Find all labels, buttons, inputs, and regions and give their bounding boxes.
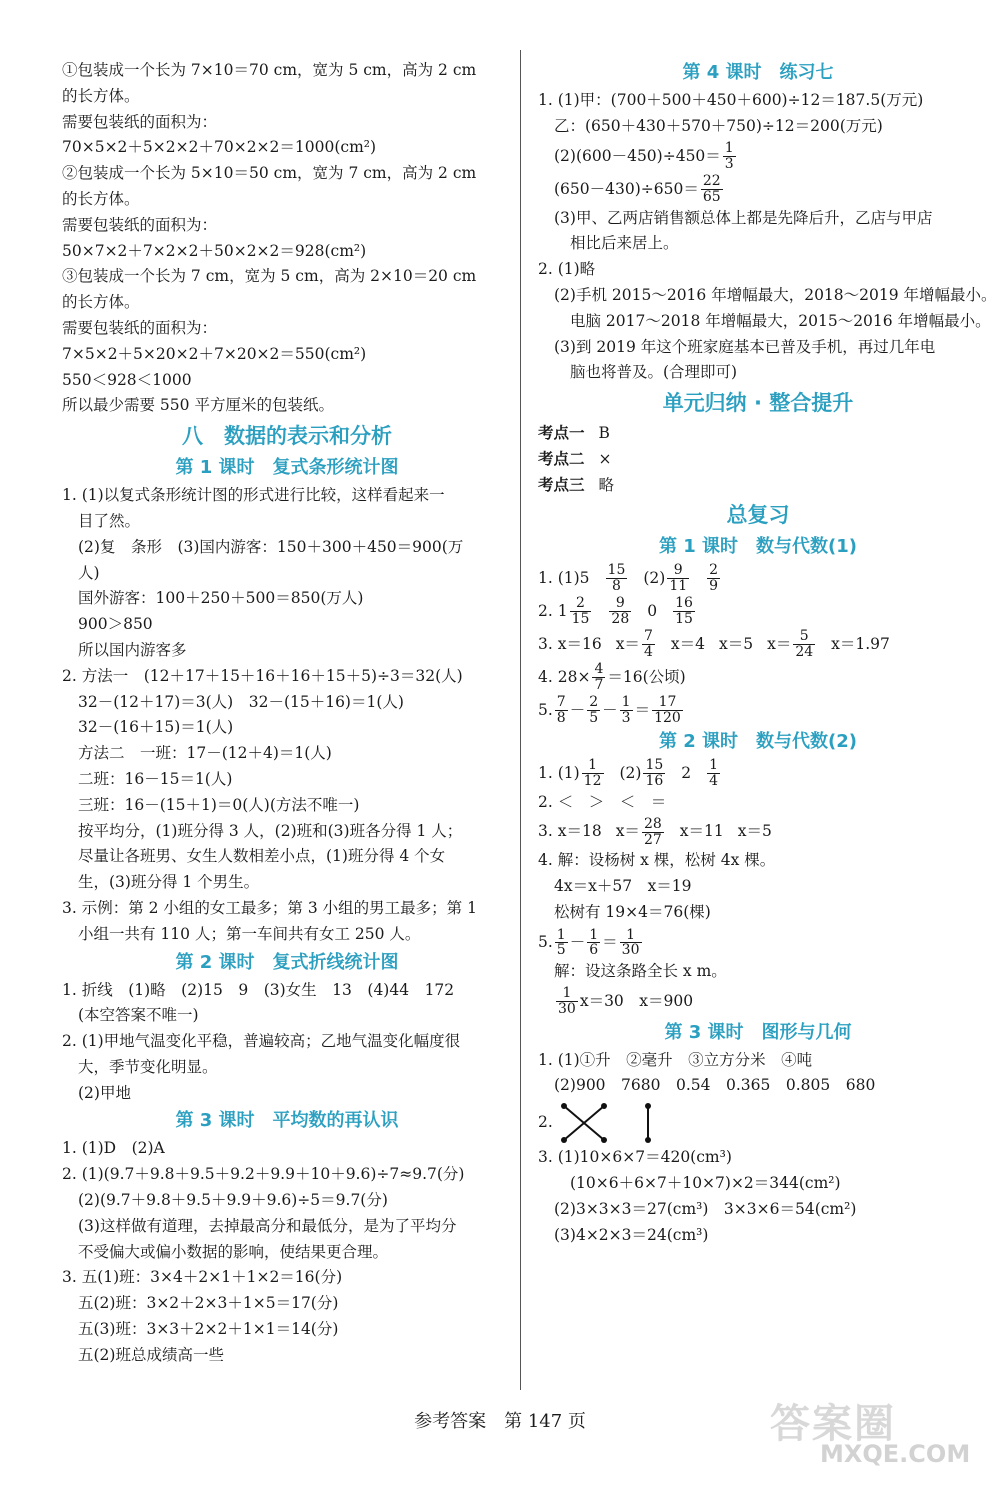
denominator: 8: [556, 710, 566, 727]
text-line: ③包装成一个长为 7 cm，宽为 5 cm，高为 2×10＝20 cm: [62, 267, 477, 286]
denominator: 5: [589, 710, 599, 727]
fraction: [673, 596, 695, 626]
expr-text: 5.: [538, 700, 553, 719]
fraction: [652, 695, 683, 725]
text-line: 的长方体。: [62, 293, 140, 312]
denominator: 11: [669, 578, 688, 595]
review-title: 总复习: [726, 502, 790, 527]
fraction: [723, 141, 736, 171]
answer-line: 4x＝x＋57 x＝19: [554, 877, 692, 896]
fraction: [609, 596, 631, 626]
answer-line: 电脑 2017～2018 年增幅最大，2015～2016 年增幅最小。: [570, 311, 991, 330]
numerator: 1: [582, 758, 604, 774]
answer-line: 1. (1)D (2)A: [62, 1139, 165, 1158]
answer-line: 2. (1)甲地气温变化平稳，普遍较高；乙地气温变化幅度很: [62, 1032, 461, 1051]
numerator: 1: [621, 694, 631, 711]
answer-line: 三班：16－(15＋1)＝0(人)(方法不唯一): [78, 795, 360, 814]
match-dot: [601, 1103, 607, 1109]
answer-line: (2)复 条形 (3)国内游客：150＋300＋450＝900(万: [78, 537, 464, 556]
expr-text: x＝: [767, 634, 792, 653]
match-dot: [561, 1103, 567, 1109]
denominator: 15: [571, 611, 590, 628]
fraction: [555, 928, 568, 958]
fraction: [667, 563, 689, 593]
fraction: [587, 695, 600, 725]
answer-line: 3. (1)10×6×7＝420(cm³): [538, 1148, 732, 1167]
denominator: 3: [724, 156, 734, 173]
expr-text: (650－430)÷650＝: [554, 179, 699, 198]
key-point-value: 略: [598, 475, 615, 494]
expr-text: x＝: [615, 822, 640, 841]
matching-diagram: [558, 1102, 668, 1144]
numerator: 1: [556, 926, 566, 943]
fraction: [570, 596, 592, 626]
answer-line: 大，季节变化明显。: [78, 1057, 218, 1076]
fraction: [620, 928, 642, 958]
key-point-label: 考点三: [538, 474, 585, 494]
answer-line: 900＞850: [78, 615, 153, 634]
fraction: [620, 695, 633, 725]
answer-line: (3)到 2019 年这个班家庭基本已普及手机，再过几年电: [554, 337, 936, 356]
numerator: 1: [556, 986, 578, 1002]
numerator: 1: [709, 757, 719, 774]
expr-text: 5.: [538, 932, 553, 951]
answer-line: 不受偏大或偏小数据的影响，使结果更合理。: [78, 1242, 389, 1261]
answer-line: (2)3×3×3＝27(cm³) 3×3×6＝54(cm²): [554, 1199, 857, 1218]
fraction: [793, 629, 815, 659]
fraction: [707, 758, 720, 788]
expr-text: x＝5: [737, 822, 772, 841]
answer-line: [538, 661, 978, 694]
numerator: 2: [570, 596, 592, 612]
numerator: 16: [675, 595, 693, 612]
operator: ＝: [634, 700, 651, 719]
text-line: 的长方体。: [62, 189, 140, 208]
column-divider: [520, 50, 521, 1390]
answer-line: 五(3)班：3×3＋2×2＋1×1＝14(分): [78, 1320, 339, 1339]
section-title: 第 3 课时 平均数的再认识: [175, 1110, 399, 1132]
operator: －: [602, 700, 618, 719]
text-line: 所以最少需要 550 平方厘米的包装纸。: [62, 396, 334, 415]
numerator: 2: [589, 694, 599, 711]
numerator: 9: [609, 596, 631, 612]
answer-line: [538, 140, 978, 173]
fraction: [606, 563, 628, 593]
denominator: 4: [643, 644, 653, 661]
fraction: [707, 563, 720, 593]
numerator: 22: [702, 173, 721, 190]
text-line: 的长方体。: [62, 86, 140, 105]
answer-line: (3)这样做有道理，去掉最高分和最低分，是为了平均分: [78, 1216, 457, 1235]
answer-line: 国外游客：100＋250＋500＝850(万人): [78, 589, 364, 608]
denominator: 16: [645, 773, 664, 790]
unit-review-title: 单元归纳 · 整合提升: [662, 391, 854, 416]
denominator: 28: [611, 611, 630, 628]
expr-text: 1. (1): [538, 763, 580, 782]
operator: －: [569, 700, 586, 719]
answer-line: 人): [78, 563, 100, 582]
answer-line: 4. 解：设杨树 x 棵，松树 4x 棵。: [538, 851, 776, 870]
left-column: [62, 58, 512, 1369]
text-line: 70×5×2＋5×2×2＋70×2×2＝1000(cm²): [62, 138, 377, 157]
answer-line: [538, 985, 978, 1018]
answer-line: 3. 示例：第 2 小组的女工最多；第 3 小组的男工最多；第 1: [62, 898, 477, 917]
numerator: 9: [667, 563, 689, 579]
expr-text: x＝: [615, 634, 640, 653]
numerator: 17: [652, 695, 683, 711]
answer-line: 五(2)班：3×2＋2×3＋1×5＝17(分): [78, 1294, 339, 1313]
answer-line: 按平均分，(1)班分得 3 人，(2)班和(3)班各分得 1 人；: [78, 821, 463, 840]
expr-text: 2.: [538, 1113, 553, 1132]
expr-text: 0: [647, 601, 658, 620]
fraction: [587, 928, 600, 958]
answer-line: [538, 694, 978, 727]
denominator: 27: [643, 831, 662, 848]
text-line: 需要包装纸的面积为：: [62, 318, 218, 337]
denominator: 30: [558, 1001, 576, 1018]
key-point-row: [538, 446, 978, 472]
numerator: 5: [793, 629, 815, 645]
answer-line: 五(2)班总成绩高一些: [78, 1345, 224, 1364]
key-point-value: ×: [598, 449, 612, 468]
answer-line: (2)手机 2015～2016 年增幅最大，2018～2019 年增幅最小。: [554, 285, 997, 304]
answer-line: 1. 折线 (1)略 (2)15 9 (3)女生 13 (4)44 172: [62, 980, 455, 999]
match-dot: [645, 1103, 651, 1109]
fraction: [556, 986, 578, 1016]
denominator: 65: [702, 189, 721, 206]
text-line: 需要包装纸的面积为：: [62, 215, 218, 234]
fraction: [642, 817, 664, 847]
text-line: ②包装成一个长为 5×10＝50 cm，宽为 7 cm，高为 2 cm: [62, 164, 477, 183]
section-title: 第 3 课时 图形与几何: [664, 1021, 852, 1043]
answer-line: 所以国内游客多: [78, 640, 187, 659]
answer-line: 2. ＜ ＞ ＜ ＝: [538, 792, 667, 811]
watermark-url: MXQE.COM: [820, 1440, 971, 1468]
answer-line: 2. 方法一 (12＋17＋15＋16＋16＋15＋5)÷3＝32(人): [62, 666, 463, 685]
answer-line: (3)4×2×3＝24(cm³): [554, 1225, 709, 1244]
watermark: [760, 1390, 990, 1475]
answer-line: (本空答案不唯一): [78, 1006, 199, 1025]
denominator: 120: [654, 710, 681, 727]
denominator: 15: [675, 611, 693, 628]
expr-text: x＝5: [718, 634, 754, 653]
numerator: 15: [607, 562, 626, 579]
answer-line: [538, 628, 978, 661]
answer-line: [538, 562, 978, 595]
expr-text: (2): [619, 763, 642, 782]
answer-line: (2)(9.7＋9.8＋9.5＋9.9＋9.6)÷5＝9.7(分): [78, 1191, 388, 1210]
section-title: 第 2 课时 数与代数(2): [658, 730, 858, 752]
key-point-row: [538, 472, 978, 498]
denominator: 12: [583, 773, 602, 790]
answer-line: 生，(3)班分得 1 个男生。: [78, 873, 260, 892]
key-point-label: 考点二: [538, 448, 585, 468]
answer-line: (3)甲、乙两店销售额总体上都是先降后升，乙店与甲店: [554, 208, 933, 227]
right-column: [538, 58, 997, 1248]
numerator: 28: [643, 816, 662, 833]
fraction: [643, 758, 665, 788]
unit-title: 八 数据的表示和分析: [182, 424, 392, 449]
key-point-row: [538, 420, 978, 446]
expr-text: x＝4: [670, 634, 705, 653]
answer-line: 尽量让各班男、女生人数相差小点，(1)班分得 4 个女: [78, 847, 446, 866]
answer-line: 32－(12＋17)＝3(人) 32－(15＋16)＝1(人): [78, 692, 404, 711]
text-line: 550＜928＜1000: [62, 370, 192, 389]
answer-line: 二班：16－15＝1(人): [78, 769, 233, 788]
text-line: ①包装成一个长为 7×10＝70 cm，宽为 5 cm，高为 2 cm: [62, 61, 477, 79]
operator: －: [569, 932, 586, 951]
answer-line: 松树有 19×4＝76(棵): [554, 902, 711, 921]
expr-text: x＝1.97: [831, 634, 890, 653]
answer-line: 脑也将普及。(合理即可): [570, 363, 738, 382]
key-point-value: B: [598, 424, 610, 443]
denominator: 6: [589, 942, 599, 959]
fraction: [642, 629, 655, 659]
answer-line: 1. (1)甲：(700＋500＋450＋600)÷12＝187.5(万元): [538, 91, 924, 109]
match-dot: [601, 1137, 607, 1143]
answer-line: [538, 173, 978, 206]
denominator: 8: [612, 578, 621, 595]
section-title: 第 1 课时 数与代数(1): [658, 535, 858, 557]
expr-text: 4. 28×: [538, 667, 591, 686]
answer-line: (2)900 7680 0.54 0.365 0.805 680: [554, 1076, 876, 1095]
answer-line: 1. (1)以复式条形统计图的形式进行比较，这样看起来一: [62, 486, 445, 505]
expr-text: x＝11: [679, 822, 724, 841]
fraction: [701, 174, 723, 204]
key-point-label: 考点一: [538, 423, 585, 443]
denominator: 24: [795, 644, 814, 661]
page-footer: 参考答案 第 147 页: [414, 1411, 586, 1432]
numerator: 15: [645, 757, 664, 774]
answer-line: [538, 1099, 978, 1145]
numerator: 1: [589, 926, 599, 943]
denominator: 30: [621, 942, 640, 959]
fraction: [555, 695, 568, 725]
fraction: [592, 662, 605, 692]
answer-line: 方法二 一班：17－(12＋4)＝1(人): [78, 744, 332, 763]
answer-line: 相比后来居上。: [570, 234, 679, 253]
expr-text: 2. 1: [538, 601, 568, 620]
answer-line: (10×6＋6×7＋10×7)×2＝344(cm²): [570, 1173, 841, 1192]
expr-text: ＝16(公顷): [607, 667, 686, 686]
expr-text: 3. x＝16: [538, 634, 602, 653]
numerator: 1: [620, 928, 642, 944]
expr-text: x＝30 x＝900: [579, 991, 694, 1010]
answer-line: [538, 815, 978, 848]
answer-line: 乙：(650＋430＋570＋750)÷12＝200(万元): [554, 116, 883, 135]
answer-line: 3. 五(1)班：3×4＋2×1＋1×2＝16(分): [62, 1268, 343, 1287]
answer-line: 32－(16＋15)＝1(人): [78, 718, 234, 737]
answer-line: 小组一共有 110 人；第一车间共有女工 250 人。: [78, 924, 421, 943]
text-line: 7×5×2＋5×20×2＋7×20×2＝550(cm²): [62, 344, 367, 363]
expr-text: 3. x＝18: [538, 822, 602, 841]
expr-text: 1. (1)5: [538, 568, 590, 587]
numerator: 1: [724, 140, 734, 157]
answer-line: [538, 757, 978, 790]
denominator: 3: [621, 710, 631, 727]
denominator: 9: [709, 578, 719, 595]
expr-text: (2): [643, 568, 666, 587]
answer-line: (2)甲地: [78, 1083, 131, 1102]
numerator: 2: [709, 562, 719, 579]
text-line: 50×7×2＋7×2×2＋50×2×2＝928(cm²): [62, 241, 367, 260]
section-title: 第 4 课时 练习七: [682, 62, 834, 83]
text-line: 需要包装纸的面积为：: [62, 112, 218, 131]
fraction: [582, 758, 604, 788]
numerator: 7: [643, 628, 653, 645]
expr-text: 2: [681, 763, 692, 782]
denominator: 7: [594, 677, 604, 694]
answer-line: 2. (1)(9.7＋9.8＋9.5＋9.2＋9.9＋10＋9.6)÷7≈9.7(分): [62, 1165, 465, 1184]
operator: ＝: [602, 932, 618, 951]
section-title: 第 1 课时 复式条形统计图: [175, 457, 399, 479]
watermark-logo: 答案圈: [770, 1401, 896, 1447]
answer-line: [538, 926, 978, 959]
denominator: 5: [556, 942, 566, 959]
expr-text: (2)(600－450)÷450＝: [554, 146, 721, 165]
answer-line: 解：设这条路全长 x m。: [554, 961, 727, 980]
denominator: 4: [709, 773, 719, 790]
answer-line: [538, 595, 978, 628]
numerator: 7: [556, 694, 566, 711]
numerator: 4: [594, 661, 604, 678]
answer-line: 1. (1)①升 ②毫升 ③立方分米 ④吨: [538, 1050, 813, 1069]
match-dot: [645, 1137, 651, 1143]
answer-line: 2. (1)略: [538, 260, 596, 279]
section-title: 第 2 课时 复式折线统计图: [175, 951, 399, 973]
match-dot: [561, 1137, 567, 1143]
answer-line: 目了然。: [78, 511, 141, 530]
